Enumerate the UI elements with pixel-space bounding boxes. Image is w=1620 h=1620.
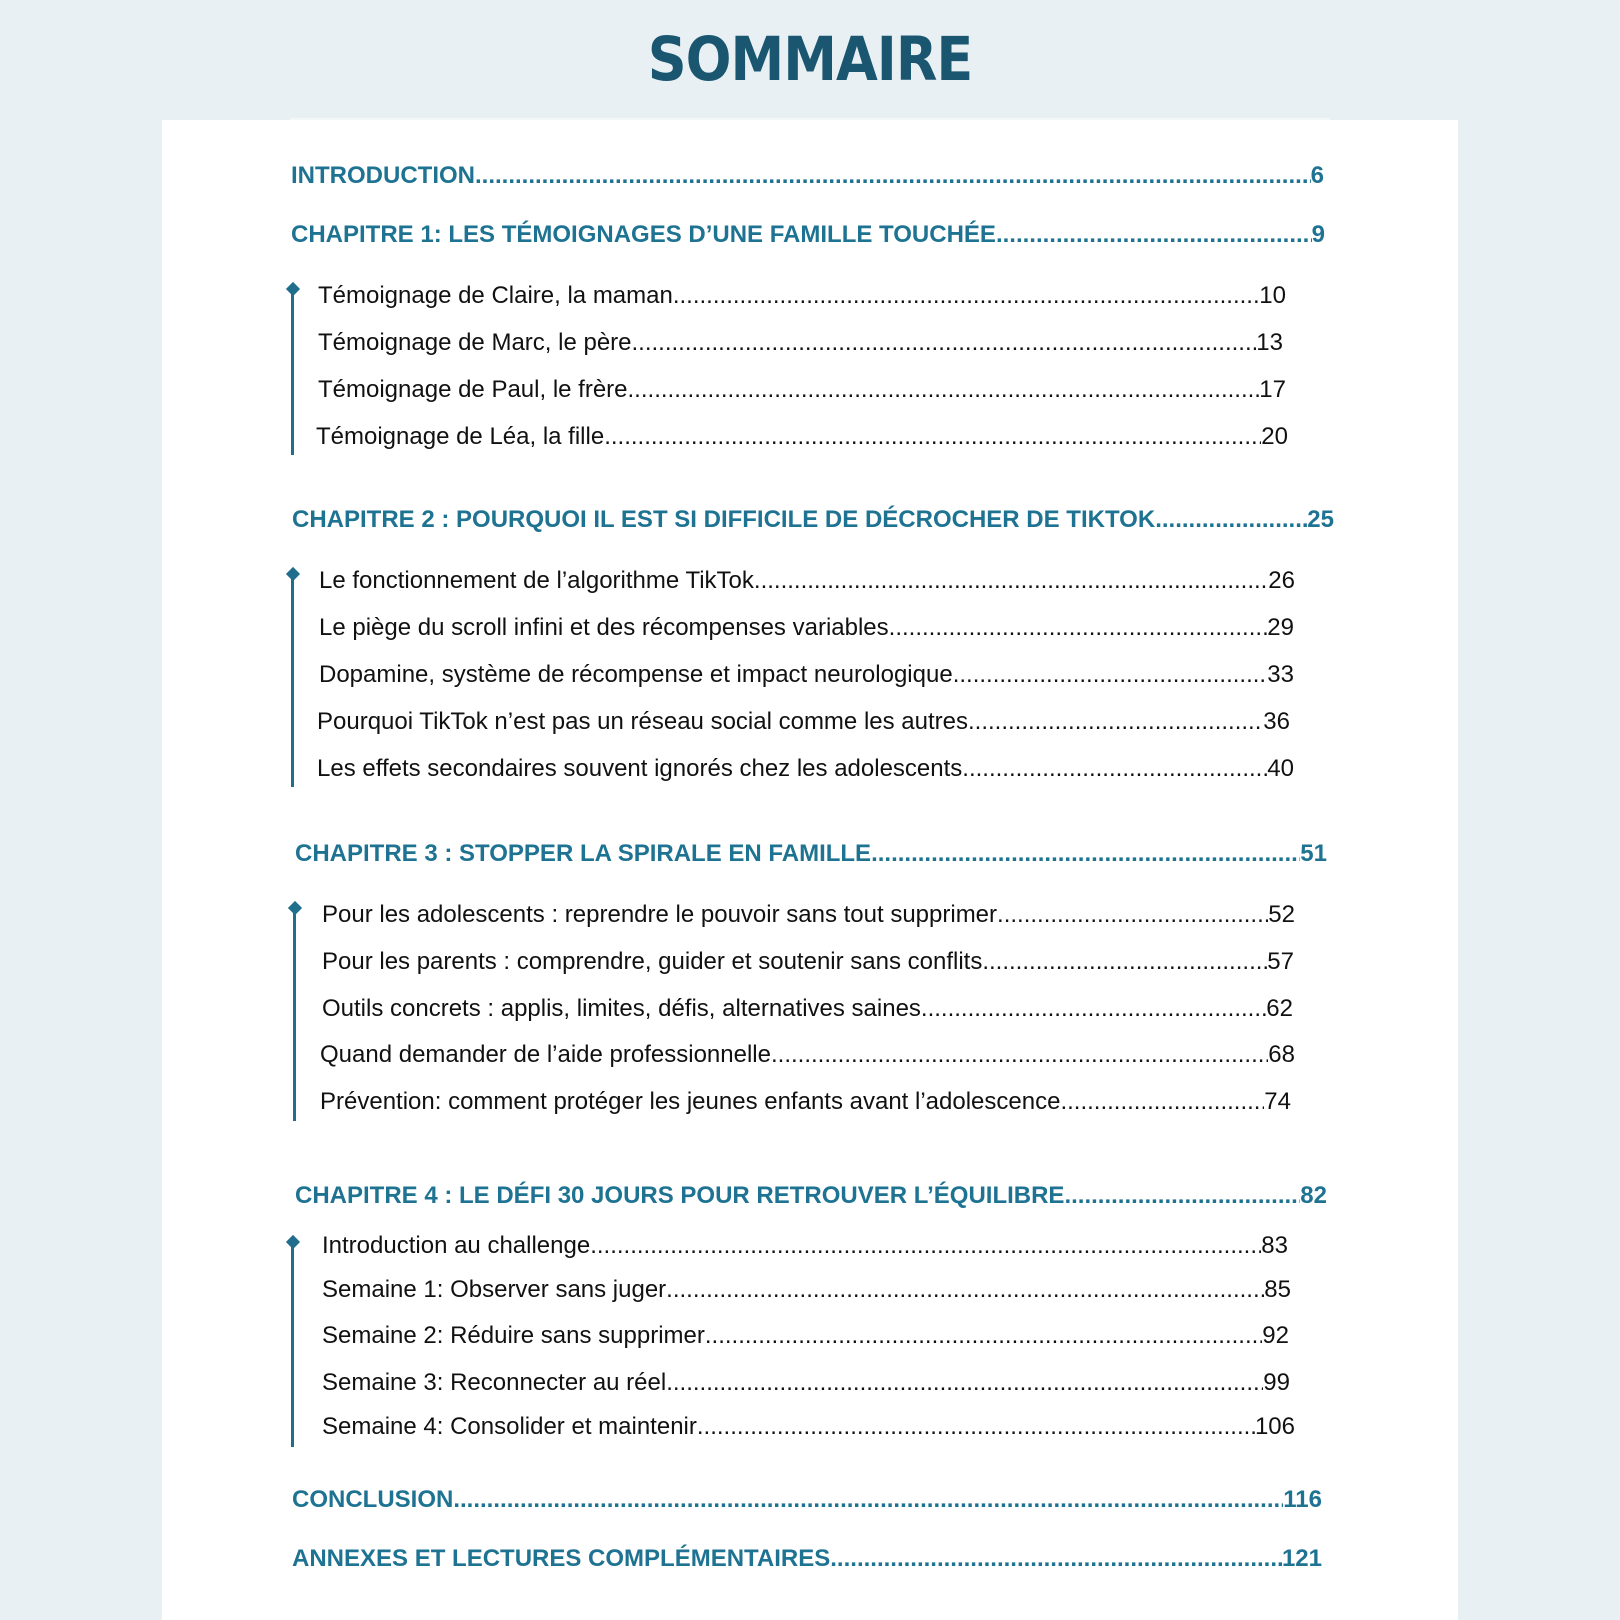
- toc-entry-title: Témoignage de Claire, la maman: [318, 282, 673, 309]
- toc-entry-conclusion[interactable]: [292, 1484, 1322, 1516]
- toc-entry-title: INTRODUCTION: [291, 162, 475, 189]
- toc-entry-title: Témoignage de Marc, le père: [318, 329, 632, 356]
- toc-entry-title: Le piège du scroll infini et des récompenses variables: [319, 614, 889, 641]
- toc-entry-title: Pour les adolescents : reprendre le pouvoir sans tout supprimer: [322, 901, 998, 928]
- toc-entry-title: Témoignage de Léa, la fille: [316, 423, 605, 450]
- toc-entry-chapter-2[interactable]: [292, 504, 1334, 536]
- toc-entry-effets-secondaires[interactable]: [317, 753, 1294, 785]
- toc-entry-title: Pour les parents : comprendre, guider et soutenir sans conflits: [322, 948, 983, 975]
- toc-entry-title: Outils concrets : applis, limites, défis, alternatives saines: [322, 995, 921, 1022]
- toc-entry-reseau-social[interactable]: [317, 706, 1290, 738]
- toc-entry-outils-concrets[interactable]: [322, 993, 1293, 1025]
- toc-entry-page: 40: [1267, 755, 1294, 782]
- leader-dots: [632, 327, 1257, 359]
- leader-dots: [754, 565, 1268, 597]
- leader-dots: [628, 374, 1260, 406]
- toc-entry-page: 13: [1256, 329, 1283, 356]
- leader-dots: [962, 753, 1267, 785]
- toc-entry-page: 68: [1268, 1041, 1295, 1068]
- toc-entry-page: 6: [1310, 162, 1324, 189]
- leader-dots: [1064, 1180, 1300, 1212]
- toc-entry-title: Semaine 4: Consolider et maintenir: [322, 1413, 697, 1440]
- toc-entry-temoignage-marc[interactable]: [318, 327, 1283, 359]
- leader-dots: [673, 280, 1259, 312]
- leader-dots: [771, 1039, 1268, 1071]
- toc-entry-chapter-1[interactable]: [291, 219, 1325, 251]
- toc-entry-title: Dopamine, système de récompense et impact neurologique: [319, 661, 953, 688]
- toc-entry-title: Témoignage de Paul, le frère: [318, 376, 628, 403]
- toc-entry-parents[interactable]: [322, 946, 1294, 978]
- toc-entry-semaine-1[interactable]: [322, 1274, 1291, 1306]
- leader-dots: [1060, 1086, 1264, 1118]
- toc-entry-title: CHAPITRE 2 : POURQUOI IL EST SI DIFFICILE DE DÉCROCHER DE TIKTOK: [292, 506, 1156, 533]
- leader-dots: [666, 1367, 1263, 1399]
- toc-entry-scroll-infini[interactable]: [319, 612, 1294, 644]
- leader-dots: [453, 1484, 1283, 1516]
- section-bar-chapter-4: [291, 1243, 294, 1447]
- toc-entry-page: 92: [1262, 1322, 1289, 1349]
- page-title: SOMMAIRE: [647, 24, 973, 95]
- toc-entry-page: 25: [1307, 506, 1334, 533]
- toc-entry-adolescents[interactable]: [322, 899, 1295, 931]
- toc-entry-temoignage-lea[interactable]: [316, 421, 1288, 453]
- section-bar-chapter-2: [291, 575, 294, 787]
- toc-entry-introduction-challenge[interactable]: [322, 1230, 1288, 1262]
- toc-entry-title: Prévention: comment protéger les jeunes enfants avant l’adolescence: [320, 1088, 1061, 1115]
- toc-entry-page: 10: [1259, 282, 1286, 309]
- leader-dots: [921, 993, 1266, 1025]
- toc-entry-title: ANNEXES ET LECTURES COMPLÉMENTAIRES: [292, 1545, 831, 1572]
- leader-dots: [705, 1320, 1262, 1352]
- toc-entry-title: CHAPITRE 1: LES TÉMOIGNAGES D’UNE FAMILLE TOUCHÉE: [291, 221, 996, 248]
- leader-dots: [830, 1543, 1282, 1575]
- leader-dots: [889, 612, 1268, 644]
- section-bar-chapter-3: [293, 909, 296, 1121]
- toc-entry-dopamine[interactable]: [319, 659, 1294, 691]
- leader-dots: [590, 1230, 1261, 1262]
- toc-entry-title: Semaine 3: Reconnecter au réel: [322, 1369, 667, 1396]
- toc-entry-title: CHAPITRE 4 : LE DÉFI 30 JOURS POUR RETROUVER L’ÉQUILIBRE: [295, 1182, 1065, 1209]
- toc-entry-page: 26: [1268, 567, 1295, 594]
- toc-entry-annexes[interactable]: [292, 1543, 1322, 1575]
- toc-entry-title: CHAPITRE 3 : STOPPER LA SPIRALE EN FAMILLE: [295, 840, 872, 867]
- toc-entry-page: 83: [1261, 1232, 1288, 1259]
- toc-entry-chapter-3[interactable]: [295, 838, 1327, 870]
- toc-entry-page: 74: [1264, 1088, 1291, 1115]
- leader-dots: [1155, 504, 1307, 536]
- toc-entry-semaine-4[interactable]: [322, 1411, 1295, 1443]
- toc-entry-chapter-4[interactable]: [295, 1180, 1327, 1212]
- leader-dots: [666, 1274, 1264, 1306]
- leader-dots: [953, 659, 1268, 691]
- leader-dots: [996, 219, 1312, 251]
- leader-dots: [982, 946, 1267, 978]
- toc-entry-page: 121: [1281, 1545, 1322, 1572]
- toc-entry-title: CONCLUSION: [292, 1486, 454, 1513]
- leader-dots: [871, 838, 1300, 870]
- leader-dots: [475, 160, 1311, 192]
- toc-entry-page: 116: [1283, 1486, 1322, 1513]
- toc-entry-page: 52: [1268, 901, 1295, 928]
- toc-entry-introduction[interactable]: [291, 160, 1324, 192]
- toc-entry-page: 9: [1311, 221, 1325, 248]
- toc-entry-page: 33: [1267, 661, 1294, 688]
- toc-entry-prevention[interactable]: [320, 1086, 1291, 1118]
- toc-entry-semaine-3[interactable]: [322, 1367, 1290, 1399]
- toc-entry-aide-professionnelle[interactable]: [320, 1039, 1295, 1071]
- leader-dots: [697, 1411, 1255, 1443]
- leader-dots: [997, 899, 1268, 931]
- toc-entry-title: Pourquoi TikTok n’est pas un réseau social comme les autres: [317, 708, 968, 735]
- toc-entry-title: Semaine 1: Observer sans juger: [322, 1276, 667, 1303]
- toc-entry-temoignage-paul[interactable]: [318, 374, 1286, 406]
- toc-entry-title: Quand demander de l’aide professionnelle: [320, 1041, 771, 1068]
- toc-entry-title: Le fonctionnement de l’algorithme TikTok: [319, 567, 754, 594]
- toc-entry-temoignage-claire[interactable]: [318, 280, 1286, 312]
- sheet-top-divider: [290, 118, 1330, 120]
- toc-entry-title: Les effets secondaires souvent ignorés chez les adolescents: [317, 755, 963, 782]
- toc-entry-algorithme[interactable]: [319, 565, 1295, 597]
- toc-entry-page: 20: [1261, 423, 1288, 450]
- toc-entry-title: Introduction au challenge: [322, 1232, 591, 1259]
- toc-entry-page: 62: [1266, 995, 1293, 1022]
- toc-entry-page: 57: [1267, 948, 1294, 975]
- toc-entry-page: 51: [1300, 840, 1327, 867]
- toc-entry-page: 29: [1267, 614, 1294, 641]
- toc-entry-page: 99: [1263, 1369, 1290, 1396]
- leader-dots: [604, 421, 1261, 453]
- toc-entry-page: 106: [1254, 1413, 1295, 1440]
- toc-entry-page: 36: [1263, 708, 1290, 735]
- leader-dots: [968, 706, 1263, 738]
- toc-entry-title: Semaine 2: Réduire sans supprimer: [322, 1322, 705, 1349]
- toc-entry-page: 82: [1300, 1182, 1327, 1209]
- toc-entry-page: 85: [1264, 1276, 1291, 1303]
- toc-entry-page: 17: [1259, 376, 1286, 403]
- section-bar-chapter-1: [291, 290, 294, 455]
- toc-entry-semaine-2[interactable]: [322, 1320, 1289, 1352]
